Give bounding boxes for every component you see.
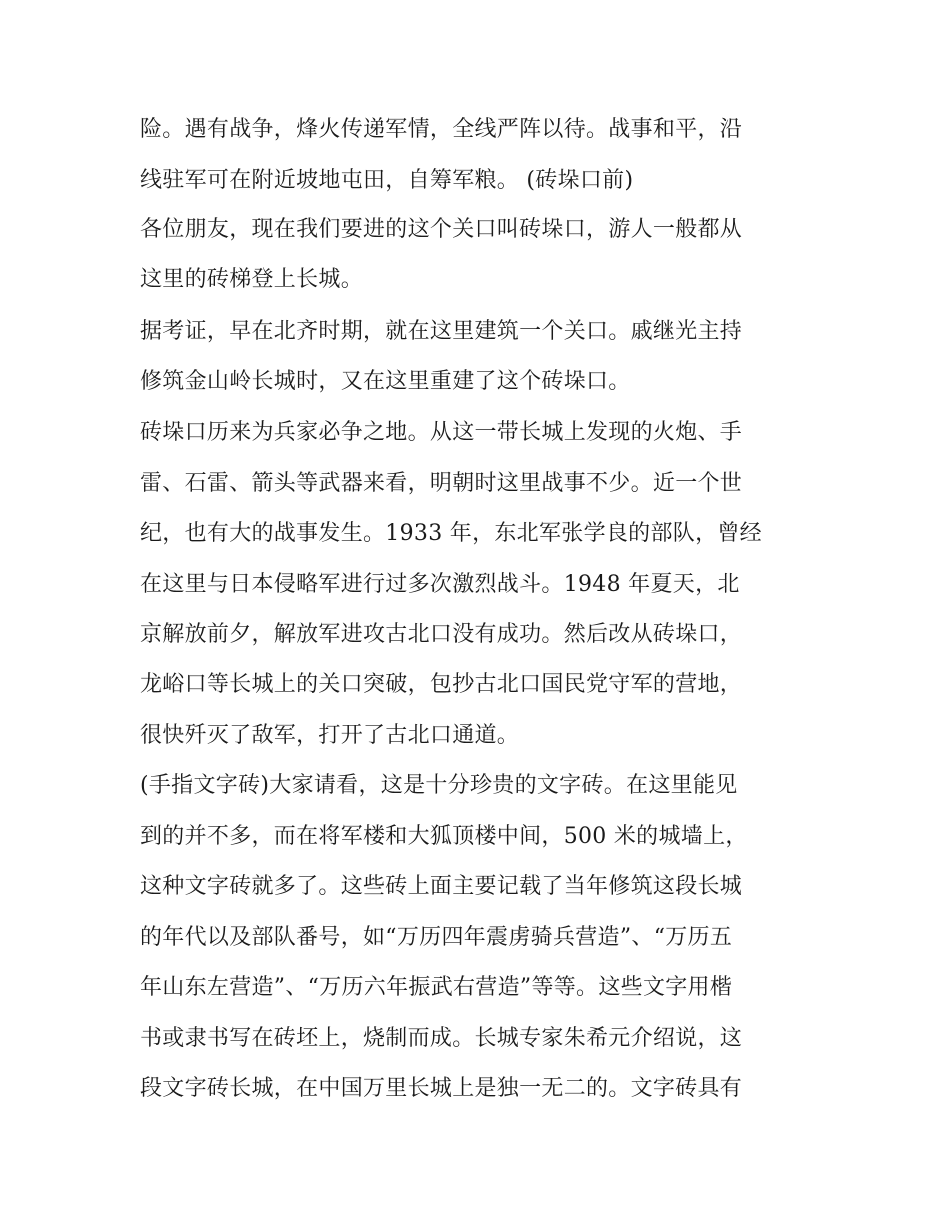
text-line: 修筑金山岭长城时，又在这里重建了这个砖垛口。 [140, 369, 631, 394]
text-line: 的年代以及部队番号，如“万历四年震虏骑兵营造”、“万历五 [140, 925, 733, 950]
text-line: 书或隶书写在砖坯上，烧制而成。长城专家朱希元介绍说，这 [140, 1026, 743, 1051]
text-line: (手指文字砖)大家请看，这是十分珍贵的文字砖。在这里能见 [140, 773, 738, 798]
text-line: 京解放前夕，解放军进攻古北口没有成功。然后改从砖垛口， [140, 622, 743, 647]
text-line: 各位朋友，现在我们要进的这个关口叫砖垛口，游人一般都从 [140, 217, 743, 242]
text-line: 到的并不多，而在将军楼和大狐顶楼中间，500 米的城墙上， [140, 824, 748, 849]
text-line: 纪，也有大的战事发生。1933 年，东北军张学良的部队，曾经 [140, 521, 762, 546]
text-line: 雷、石雷、箭头等武器来看，明朝时这里战事不少。近一个世 [140, 471, 743, 496]
text-line: 砖垛口历来为兵家必争之地。从这一带长城上发现的火炮、手 [140, 420, 743, 445]
text-line: 这里的砖梯登上长城。 [140, 267, 364, 292]
text-line: 险。遇有战争，烽火传递军情，全线严阵以待。战事和平，沿 [140, 117, 743, 142]
text-line: 龙峪口等长城上的关口突破，包抄古北口国民党守军的营地， [140, 672, 743, 697]
text-line: 线驻军可在附近坡地屯田，自筹军粮。 (砖垛口前) [140, 168, 634, 193]
text-line: 这种文字砖就多了。这些砖上面主要记载了当年修筑这段长城 [140, 874, 743, 899]
text-line: 段文字砖长城，在中国万里长城上是独一无二的。文字砖具有 [140, 1076, 743, 1101]
text-line: 在这里与日本侵略军进行过多次激烈战斗。1948 年夏天，北 [140, 572, 740, 597]
text-line: 很快歼灭了敌军，打开了古北口通道。 [140, 723, 520, 748]
text-line: 据考证，早在北齐时期，就在这里建筑一个关口。戚继光主持 [140, 319, 743, 344]
text-line: 年山东左营造”、“万历六年振武右营造”等等。这些文字用楷 [140, 975, 733, 1000]
